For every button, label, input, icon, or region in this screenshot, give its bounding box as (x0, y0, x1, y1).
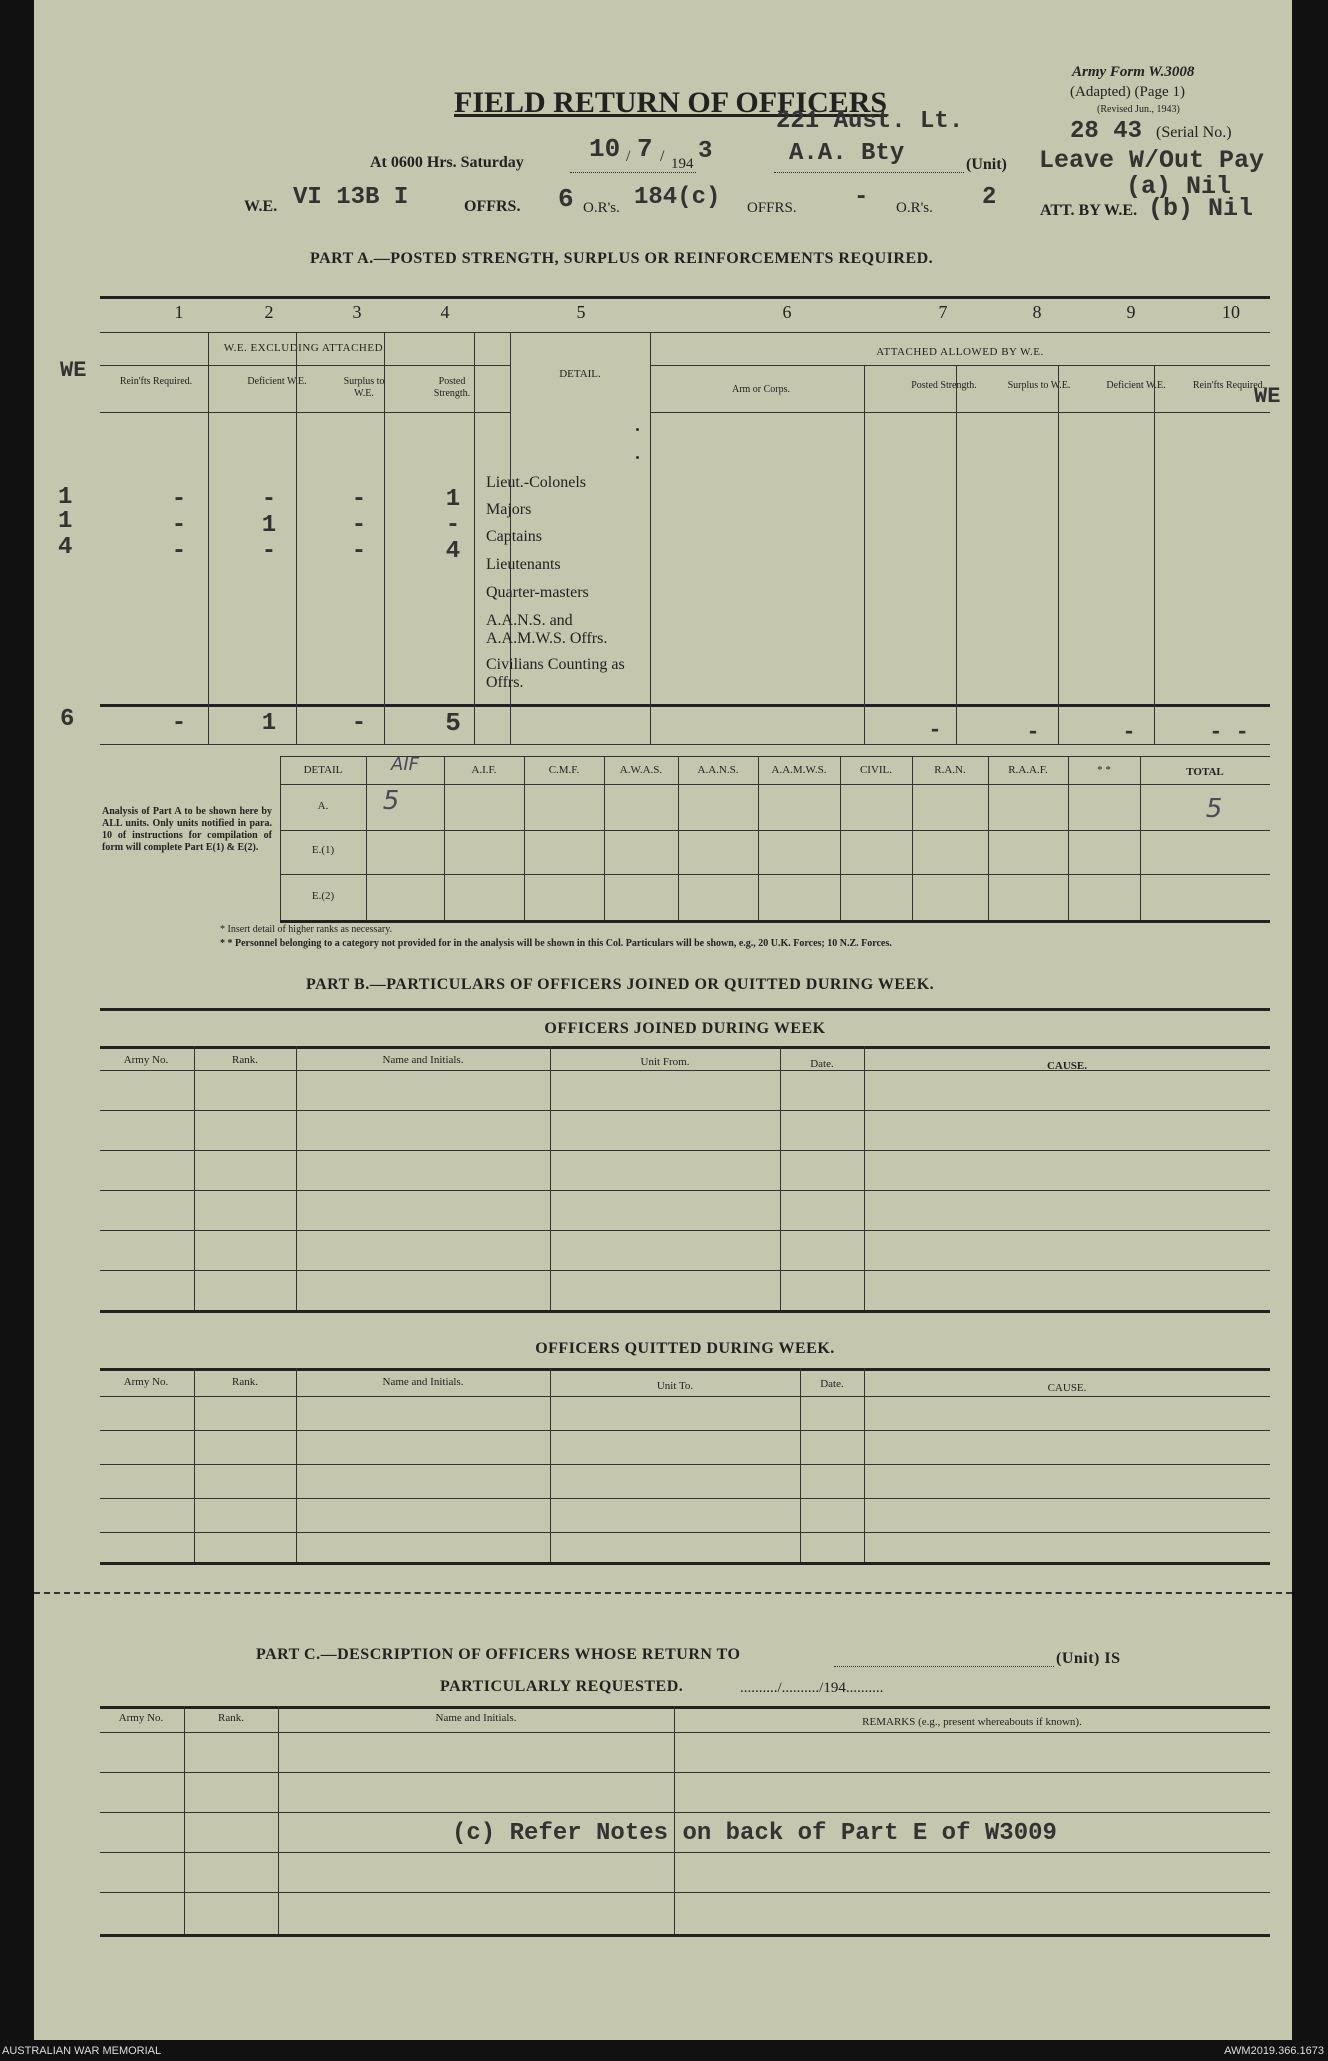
header-deficient-we-att: Deficient W.E. (1106, 380, 1166, 391)
header-surplus-we: Surplus to W.E. (343, 376, 385, 399)
quitted-title: OFFICERS QUITTED DURING WEEK. (535, 1340, 835, 1357)
analysis-header-ran: R.A.N. (934, 764, 966, 776)
offrs-value: 6 (558, 184, 574, 214)
joined-header-name: Name and Initials. (382, 1054, 464, 1066)
joined-header-cause: CAUSE. (1046, 1060, 1088, 1072)
analysis-row-e1-label: E.(1) (311, 844, 335, 856)
total-c3: - (351, 710, 367, 737)
col-num-10: 10 (1222, 302, 1240, 322)
row-captains-c3: - (351, 512, 367, 539)
part-c-requested: PARTICULARLY REQUESTED. (440, 1678, 684, 1695)
total-c7: - (928, 718, 942, 743)
ors2-value: 2 (982, 184, 997, 211)
serial-label: (Serial No.) (1156, 124, 1232, 141)
row-lieutenants-c3: - (351, 538, 367, 565)
analysis-header-aif-handwritten: AIF (391, 754, 419, 775)
we-excluding-header: W.E. EXCLUDING ATTACHED. (223, 342, 387, 354)
quitted-header-cause: CAUSE. (1047, 1382, 1087, 1394)
quitted-header-army-no: Army No. (123, 1376, 169, 1388)
row-captains-we: 1 (58, 508, 73, 535)
offrs-label: OFFRS. (464, 198, 521, 215)
rank-lieut-colonels: Lieut.-Colonels (486, 474, 586, 491)
analysis-header-detail: DETAIL (303, 764, 343, 776)
col-num-4: 4 (440, 302, 450, 322)
army-form-number: Army Form W.3008 (1072, 64, 1195, 80)
year-digit: 3 (698, 138, 713, 165)
part-c-title: PART C.—DESCRIPTION OF OFFICERS WHOSE RETURN TO (256, 1646, 741, 1663)
analysis-note: Analysis of Part A to be shown here by ALL units. Only units notified in para. 10 of instructions for compilation of form will complete Part E(1) & E(2). (102, 806, 272, 853)
form-title: FIELD RETURN OF OFFICERS (454, 86, 888, 119)
footer-archive-name: AUSTRALIAN WAR MEMORIAL (2, 2045, 162, 2057)
archive-footer (0, 2045, 1328, 2061)
header-posted-strength: Posted Strength. (433, 376, 471, 399)
date-day: 10 (589, 134, 621, 164)
total-c9: - (1122, 720, 1136, 745)
joined-header-unit-from: Unit From. (640, 1056, 690, 1068)
analysis-row-a-aif: 5 (382, 786, 400, 816)
analysis-header-cmf: C.M.F. (548, 764, 580, 776)
header-reinfts-required-att: Rein'fts Required. (1192, 380, 1266, 391)
footnote-higher-ranks: * Insert detail of higher ranks as necessary. (220, 924, 393, 935)
row-majors-c2: - (261, 486, 277, 513)
rank-quarter-masters: Quarter-masters (486, 584, 589, 601)
analysis-header-awas: A.W.A.S. (619, 764, 663, 776)
joined-header-army-no: Army No. (123, 1054, 169, 1066)
attached-allowed-header: ATTACHED ALLOWED BY W.E. (876, 346, 1044, 358)
part-c-header-army-no: Army No. (118, 1712, 164, 1724)
analysis-header-raaf: R.A.A.F. (1008, 764, 1048, 776)
ors-value: 184(c) (634, 184, 721, 211)
ors-label: O.R's. (583, 200, 620, 216)
analysis-header-civil: CIVIL. (859, 764, 893, 776)
footer-accession-number: AWM2019.366.1673 (1224, 2045, 1324, 2057)
year-prefix: 194 (671, 156, 694, 172)
col-num-5: 5 (576, 302, 586, 322)
row-lieutenants-we: 4 (58, 534, 73, 561)
col-num-1: 1 (174, 302, 184, 322)
we-mark-right: WE (1254, 384, 1281, 409)
quitted-header-name: Name and Initials. (382, 1376, 464, 1388)
joined-header-date: Date. (810, 1058, 834, 1070)
total-c10: - - (1209, 720, 1249, 745)
detail-header: DETAIL. (559, 368, 601, 380)
row-captains-c2: 1 (261, 512, 277, 539)
note-a: (a) Nil (1126, 172, 1232, 201)
analysis-row-e2-label: E.(2) (311, 890, 335, 902)
col-num-3: 3 (352, 302, 362, 322)
form-revised: (Revised Jun., 1943) (1097, 104, 1180, 115)
offrs2-label: OFFRS. (747, 200, 797, 216)
part-c-unit-is: (Unit) IS (1056, 1650, 1121, 1667)
col-num-8: 8 (1032, 302, 1042, 322)
row-captains-c1: - (171, 512, 187, 539)
total-c2: 1 (261, 710, 277, 737)
footnote-other-personnel: * * Personnel belonging to a category not provided for in the analysis will be shown in this Col. Particulars will be shown, e.g., 20 U.K. Forces; 10 N.Z. Forces. (220, 938, 892, 949)
total-c4: 5 (445, 708, 461, 738)
part-c-header-name: Name and Initials. (435, 1712, 517, 1724)
analysis-row-a-label: A. (317, 800, 329, 812)
serial-value: 28 43 (1070, 118, 1143, 145)
analysis-header-aamws: A.A.M.W.S. (771, 764, 827, 776)
analysis-header-aans: A.A.N.S. (697, 764, 739, 776)
row-captains-c4: - (445, 512, 461, 539)
total-c8: - (1026, 720, 1040, 745)
row-lieutenants-c1: - (171, 538, 187, 565)
quitted-header-rank: Rank. (232, 1376, 258, 1388)
header-reinfts-required: Rein'fts Required. (119, 376, 193, 387)
offrs2-value: - (854, 184, 869, 211)
row-majors-c1: - (171, 486, 187, 513)
total-we: 6 (60, 706, 75, 733)
rank-captains: Captains (486, 528, 542, 545)
part-c-typed-note: (c) Refer Notes on back of Part E of W3009 (452, 1820, 1057, 1847)
part-c-header-rank: Rank. (218, 1712, 244, 1724)
at-hours-label: At 0600 Hrs. Saturday (370, 154, 524, 171)
joined-title: OFFICERS JOINED DURING WEEK (544, 1020, 826, 1037)
part-a-title: PART A.—POSTED STRENGTH, SURPLUS OR REINFORCEMENTS REQUIRED. (310, 250, 934, 267)
row-lieutenants-c4: 4 (445, 538, 461, 565)
analysis-header-aif: A.I.F. (471, 764, 497, 776)
rank-majors: Majors (486, 501, 532, 518)
part-c-header-remarks: REMARKS (e.g., present whereabouts if known). (862, 1716, 1082, 1728)
row-majors-we: 1 (58, 484, 73, 511)
col-num-7: 7 (938, 302, 948, 322)
we-mark-left: WE (60, 358, 87, 383)
col-num-6: 6 (782, 302, 792, 322)
rank-aans: A.A.N.S. and A.A.M.W.S. Offrs. (486, 612, 608, 647)
analysis-row-a-total: 5 (1205, 794, 1223, 824)
header-deficient-we: Deficient W.E. (247, 376, 307, 387)
note-b: (b) Nil (1148, 194, 1254, 223)
we-value: VI 13B I (293, 184, 409, 211)
ors2-label: O.R's. (896, 200, 933, 216)
joined-header-rank: Rank. (232, 1054, 258, 1066)
form-adapted: (Adapted) (Page 1) (1070, 84, 1185, 100)
col-num-9: 9 (1126, 302, 1136, 322)
date-month: 7 (637, 134, 653, 164)
row-majors-c4: 1 (445, 486, 461, 513)
quitted-header-date: Date. (820, 1378, 844, 1390)
rank-lieutenants: Lieutenants (486, 556, 561, 573)
header-surplus-we-att: Surplus to W.E. (1007, 380, 1071, 391)
row-majors-c3: - (351, 486, 367, 513)
analysis-header-other: * * (1097, 764, 1111, 776)
leave-note: Leave W/Out Pay (1039, 146, 1265, 175)
col-num-2: 2 (264, 302, 274, 322)
form-page: FIELD RETURN OF OFFICERS Army Form W.3008 (Adapted) (Page 1) (Revised Jun., 1943) 221 Aust. Lt. 28 43 (Serial No.) At 0600 Hrs. Saturday 10 / 7 / 194 3 A.A. Bty (Unit) Leave W/Out Pay (a) Nil W.E. VI 13B I OFFRS. 6 O.R's. 184(c) OFFRS. - O.R's. 2 ATT. BY W.E. (b) Nil PART A.—POSTED STRENGTH, SURPLUS OR REINFORCEMENTS REQUIRED. 1 2 3 4 5 6 7 8 9 10 W.E. EXCLUDING ATTACHED. ATTACHED ALLOWED BY W.E. DETAIL. Rein'fts Required. Deficient W.E. Surplus to W.E. Posted Strength. Arm or Corps. Posted Strength. Surplus to W.E. Deficient W.E. Rein'fts Required. WE WE Lieut.-Colonels Majors Captains Lieutenants Quarter-masters A.A.N.S. and A.A.M.W.S. Offrs. Civilians Counting as Offrs. 1 1 4 - - - 1 - 1 - - - - - 4 6 - 1 - 5 - - - - - DETAIL AIF A.I.F. C.M.F. A.W.A.S. A.A.N.S. A.A.M.W.S. CIVIL. R.A.N. R.A.A.F. * * TOTAL A. E.(1) E.(2) 5 5 Analysis of Part A to be shown here by ALL units. Only units notified in para. 10 of instructions for compilation of form will complete Part E(1) & E(2). * Insert detail of higher ranks as necessary. * * Personnel belonging to a category not provided for in the analysis will be shown in this Col. Particulars will be shown, e.g., 20 U.K. Forces; 10 N.Z. Forces. PART B.—PARTICULARS OF OFFICERS JOINED OR QUITTED DURING WEEK. OFFICERS JOINED DURING WEEK Army No. Rank. Name and Initials. Unit From. Date. CAUSE. OFFICERS QUITTED DURING WEEK. Army No. Rank. Name and Initials. Unit To. Date. CAUSE. PART C.—DESCRIPTION OF OFFICERS WHOSE RETURN TO (Unit) IS PARTICULARLY REQUESTED. ........../........../194.......... Army No. Rank. Name and Initials. REMARKS (e.g., present whereabouts if known). (c) Refer Notes on back of Part E of W3009 (34, 0, 1292, 2040)
row-lieutenants-c2: - (261, 538, 277, 565)
header-posted-strength-att: Posted Strength. (911, 380, 977, 391)
part-b-title: PART B.—PARTICULARS OF OFFICERS JOINED OR QUITTED DURING WEEK. (306, 976, 935, 993)
we-label: W.E. (244, 198, 278, 215)
unit-name-line1: 221 Aust. Lt. (776, 108, 964, 135)
analysis-header-total: TOTAL (1186, 766, 1224, 778)
part-c-date-blank: ........../........../194.......... (740, 1680, 884, 1696)
rank-civilians: Civilians Counting as Offrs. (486, 656, 625, 691)
total-c1: - (171, 710, 187, 737)
quitted-header-unit-to: Unit To. (656, 1380, 694, 1392)
header-arm-or-corps: Arm or Corps. (731, 384, 791, 395)
unit-name-line2: A.A. Bty (789, 140, 905, 167)
att-by-we-label: ATT. BY W.E. (1040, 202, 1138, 219)
unit-label: (Unit) (966, 156, 1007, 173)
